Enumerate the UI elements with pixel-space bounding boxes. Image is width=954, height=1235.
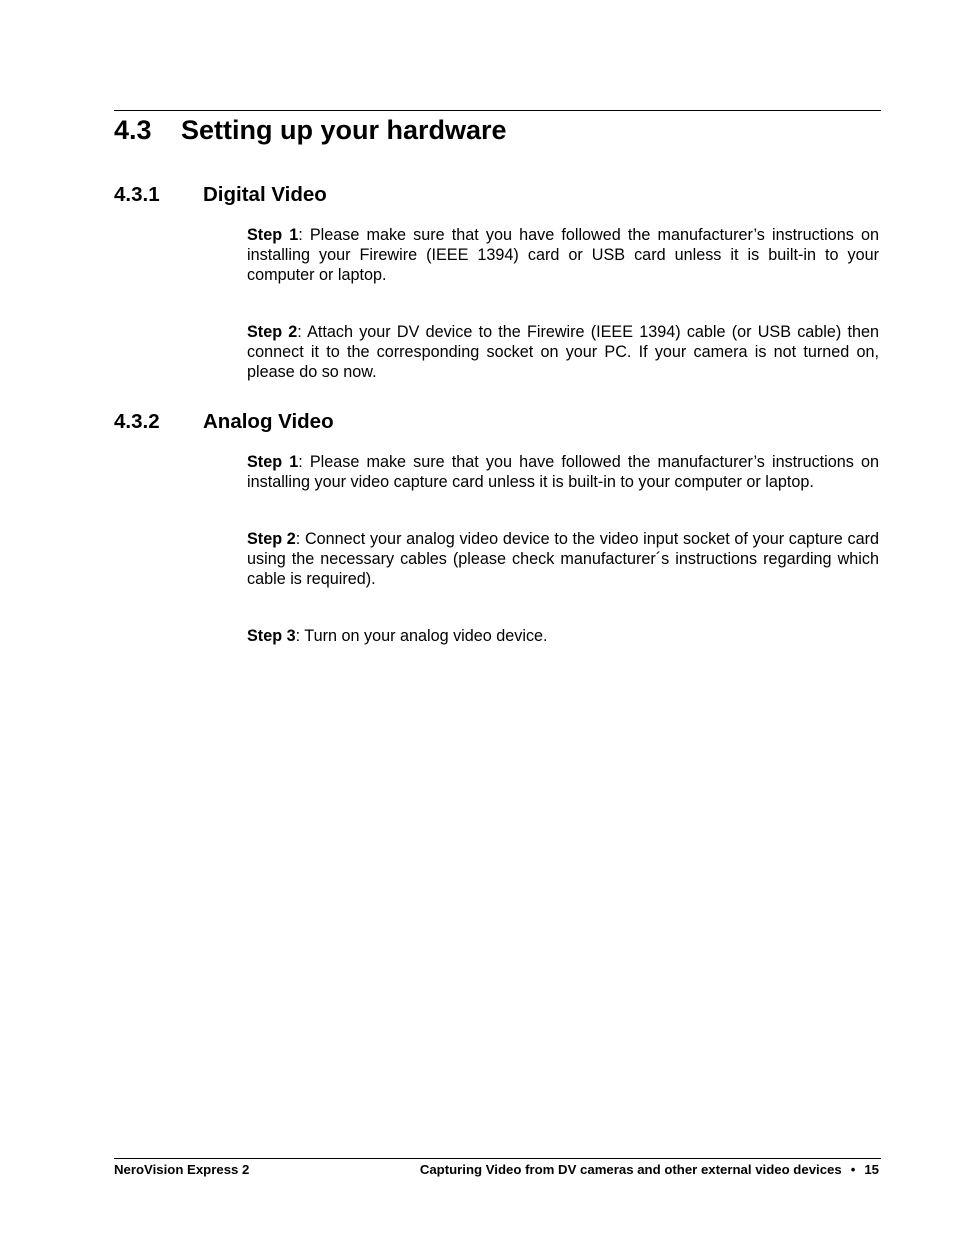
footer-product-name: NeroVision Express 2 [114, 1162, 250, 1177]
footer-rule [114, 1158, 881, 1159]
subsection-heading-digital-video [114, 182, 327, 208]
header-rule [114, 110, 881, 111]
footer-bullet: • [850, 1162, 856, 1177]
step-label: Step 2 [247, 323, 298, 341]
section-heading [114, 112, 507, 148]
subsection-title: Digital Video [203, 183, 327, 206]
step-text: : Connect your analog video device to the video input socket of your capture card using the necessary cables (please check manufacturer´s instructions regarding which cable is required). [247, 530, 879, 588]
step-label: Step 3 [247, 627, 296, 645]
subsection-number: 4.3.1 [114, 183, 160, 206]
step-text: : Turn on your analog video device. [295, 627, 548, 645]
footer-chapter-info [420, 1161, 879, 1179]
analog-step-3-paragraph [247, 627, 879, 647]
step-label: Step 1 [247, 453, 299, 471]
analog-step-2-paragraph [247, 530, 879, 589]
footer-chapter-title: Capturing Video from DV cameras and other external video devices [419, 1162, 842, 1177]
step-text: : Please make sure that you have followed the manufacturer’s instructions on installing your Firewire (IEEE 1394) card or USB card unless it is built-in to your computer or laptop. [247, 226, 879, 284]
section-title: Setting up your hardware [181, 115, 507, 145]
subsection-heading-analog-video [114, 409, 334, 435]
digital-step-2-paragraph [247, 323, 879, 382]
subsection-title: Analog Video [203, 410, 334, 433]
section-number: 4.3 [114, 115, 152, 145]
digital-step-1-paragraph [247, 226, 879, 285]
step-label: Step 2 [247, 530, 296, 548]
step-label: Step 1 [247, 226, 299, 244]
analog-step-1-paragraph [247, 453, 879, 493]
step-text: : Please make sure that you have followed the manufacturer’s instructions on installing your video capture card unless it is built-in to your computer or laptop. [247, 453, 879, 491]
step-text: : Attach your DV device to the Firewire (IEEE 1394) cable (or USB cable) then connect it to the corresponding socket on your PC. If your camera is not turned on, please do so now. [247, 323, 879, 381]
footer-page-number: 15 [864, 1162, 879, 1177]
subsection-number: 4.3.2 [114, 410, 160, 433]
